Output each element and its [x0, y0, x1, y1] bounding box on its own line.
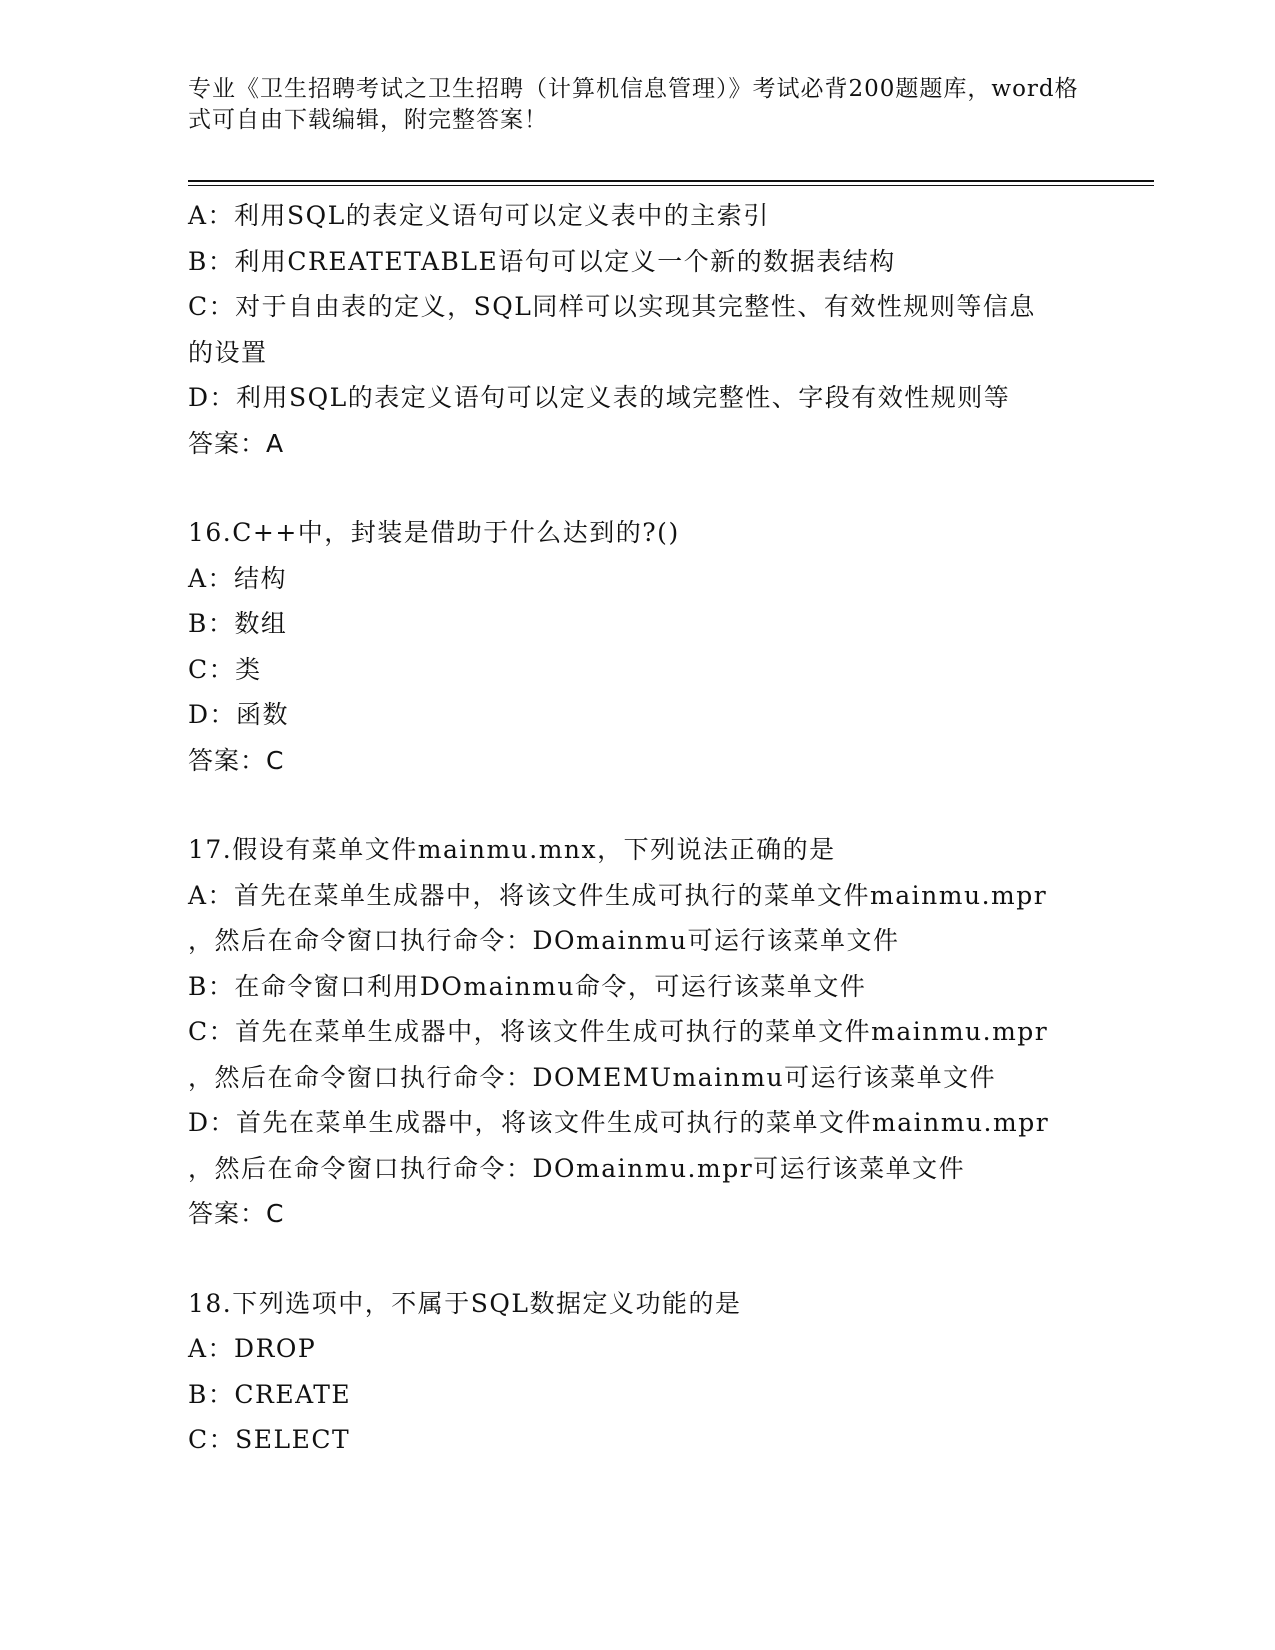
- question-18-block: [188, 1281, 1088, 1463]
- answer-line: 答案：A: [188, 428, 285, 458]
- header-rule: [188, 180, 1154, 182]
- option-d-continued: ，然后在命令窗口执行命令：DOmainmu.mpr可运行该菜单文件: [188, 1153, 966, 1183]
- answer-line: 答案：C: [188, 745, 285, 775]
- option-d: D：首先在菜单生成器中，将该文件生成可执行的菜单文件mainmu.mpr: [188, 1108, 1050, 1137]
- option-a: A：结构: [188, 563, 288, 593]
- document-header: 专业《卫生招聘考试之卫生招聘（计算机信息管理）》考试必背200题题库，word格式可自由下载编辑，附完整答案！: [188, 76, 1079, 133]
- option-b: B：CREATE: [188, 1379, 352, 1409]
- question-15-block: [188, 193, 1088, 466]
- question-16-block: [188, 510, 1088, 783]
- option-c: C：对于自由表的定义，SQL同样可以实现其完整性、有效性规则等信息的设置: [188, 292, 1036, 367]
- option-c: C：SELECT: [188, 1425, 351, 1454]
- option-a-continued: ，然后在命令窗口执行命令：DOmainmu可运行该菜单文件: [188, 926, 900, 955]
- document-body: [188, 193, 1088, 1463]
- question-text: 16.C++中，封装是借助于什么达到的?(): [188, 518, 680, 547]
- question-text: 18.下列选项中，不属于SQL数据定义功能的是: [188, 1288, 742, 1318]
- option-d: D：利用SQL的表定义语句可以定义表的域完整性、字段有效性规则等: [188, 383, 1011, 412]
- option-c: C：类: [188, 654, 262, 684]
- option-c: C：首先在菜单生成器中，将该文件生成可执行的菜单文件mainmu.mpr: [188, 1017, 1049, 1046]
- option-b: B：数组: [188, 609, 288, 638]
- header-rule-thin: [188, 185, 1154, 186]
- question-17-block: [188, 827, 1088, 1237]
- question-text: 17.假设有菜单文件mainmu.mnx，下列说法正确的是: [188, 835, 836, 864]
- option-d: D：函数: [188, 700, 290, 729]
- option-a: A：首先在菜单生成器中，将该文件生成可执行的菜单文件mainmu.mpr: [188, 880, 1048, 910]
- option-a: A：DROP: [188, 1334, 317, 1363]
- option-b: B：利用CREATETABLE语句可以定义一个新的数据表结构: [188, 246, 896, 276]
- option-a: A：利用SQL的表定义语句可以定义表中的主索引: [188, 201, 770, 230]
- option-c-continued: ，然后在命令窗口执行命令：DOMEMUmainmu可运行该菜单文件: [188, 1062, 997, 1092]
- answer-line: 答案：C: [188, 1199, 285, 1228]
- option-b: B：在命令窗口利用DOmainmu命令，可运行该菜单文件: [188, 971, 867, 1001]
